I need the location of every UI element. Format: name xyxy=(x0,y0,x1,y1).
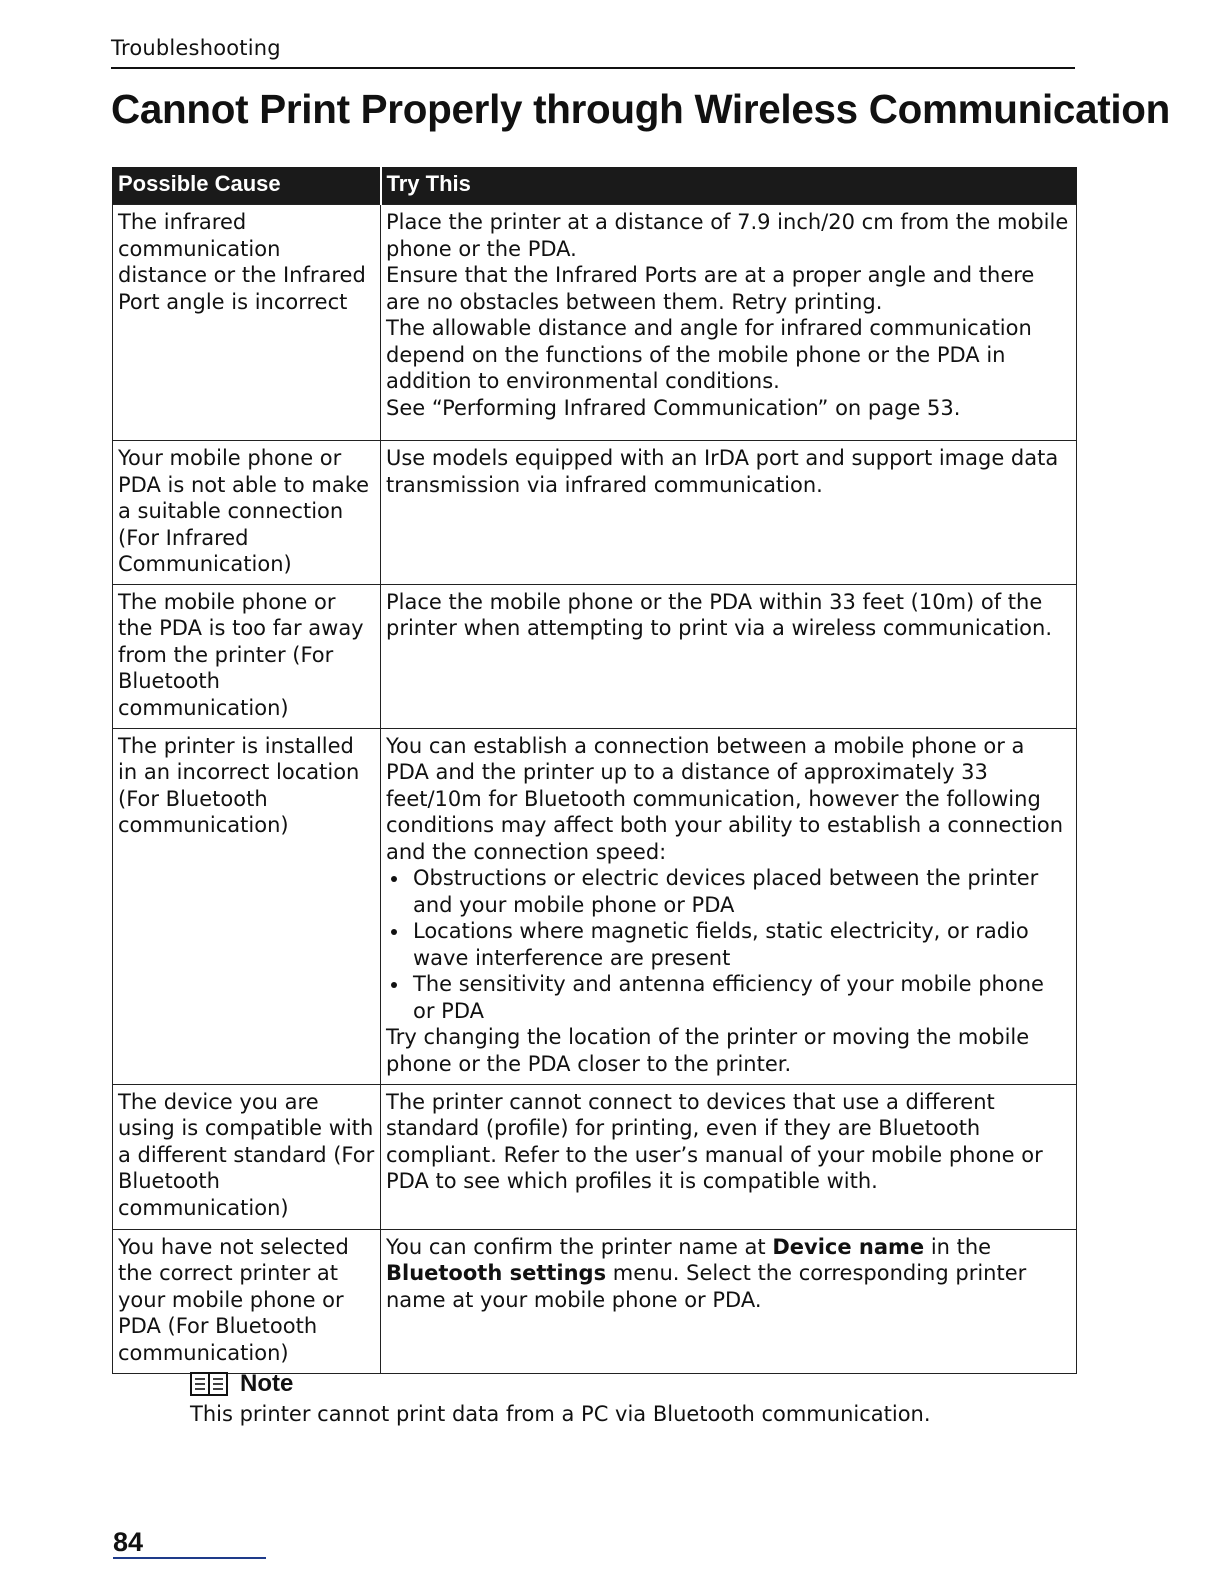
footer-rule xyxy=(113,1557,266,1559)
solution-cell xyxy=(381,1229,1077,1373)
solution-text-part: menu. Select the corresponding printer name at your mobile phone or PDA. xyxy=(386,1261,1027,1312)
solution-cell xyxy=(381,1084,1077,1229)
solution-text: Use models equipped with an IrDA port and support image data transmission via infrared communication. xyxy=(386,446,1059,497)
device-name-term: Device name xyxy=(772,1234,925,1259)
solution-text: The allowable distance and angle for infrared communication depend on the functions of the mobile phone or the PDA in addition to environmental conditions. xyxy=(386,316,1032,393)
solution-text: Try changing the location of the printer or moving the mobile phone or the PDA closer to the printer. xyxy=(386,1025,1030,1076)
table-row xyxy=(113,584,1077,728)
solution-text: Place the printer at a distance of 7.9 inch/20 cm from the mobile phone or the PDA. xyxy=(386,210,1069,261)
cause-cell: Your mobile phone or PDA is not able to make a suitable connection (For Infrared Communication) xyxy=(113,441,381,585)
solution-cell xyxy=(381,205,1077,441)
solution-cell xyxy=(381,584,1077,728)
table-header-row xyxy=(113,167,1077,205)
cause-cell: The mobile phone or the PDA is too far away from the printer (For Bluetooth communication) xyxy=(113,584,381,728)
solution-text-part: in the xyxy=(924,1234,992,1259)
solution-text: See “Performing Infrared Communication” on page 53. xyxy=(386,395,961,420)
page-number: 84 xyxy=(113,1527,144,1557)
cause-cell: The device you are using is compatible with a different standard (For Bluetooth communication) xyxy=(113,1084,381,1229)
note-label: Note xyxy=(240,1370,294,1397)
header-rule xyxy=(111,67,1075,69)
solution-text: You can establish a connection between a mobile phone or a PDA and the printer up to a distance of approximately 33 feet/10m for Bluetooth communication, however the following conditions may affect both your ability to establish a connection and the connection speed: xyxy=(386,733,1064,864)
table-row xyxy=(113,1229,1077,1373)
cause-cell: The infrared communication distance or the Infrared Port angle is incorrect xyxy=(113,205,381,441)
table-row xyxy=(113,1084,1077,1229)
condition-list xyxy=(386,865,1072,1024)
bluetooth-settings-term: Bluetooth settings xyxy=(386,1261,607,1285)
note-heading xyxy=(190,1369,931,1399)
cause-cell: The printer is installed in an incorrect location (For Bluetooth communication) xyxy=(113,728,381,1084)
note-text: This printer cannot print data from a PC via Bluetooth communication. xyxy=(190,1402,931,1426)
troubleshooting-table xyxy=(112,167,1077,1374)
list-item: Obstructions or electric devices placed between the printer and your mobile phone or PDA xyxy=(386,865,1072,918)
list-item: The sensitivity and antenna efficiency of your mobile phone or PDA xyxy=(386,971,1072,1024)
solution-text: Ensure that the Infrared Ports are at a proper angle and there are no obstacles between them. Retry printing. xyxy=(386,263,1035,314)
section-label: Troubleshooting xyxy=(111,36,281,60)
page-title: Cannot Print Properly through Wireless Communication xyxy=(111,86,1171,132)
note-book-icon xyxy=(190,1372,228,1396)
table-row xyxy=(113,205,1077,441)
cause-cell: You have not selected the correct printer at your mobile phone or PDA (For Bluetooth communication) xyxy=(113,1229,381,1373)
table-row xyxy=(113,728,1077,1084)
solution-text: The printer cannot connect to devices that use a different standard (profile) for printing, even if they are Bluetooth compliant. Refer to the user’s manual of your mobile phone or PDA to see which profiles it is compatible with. xyxy=(386,1089,1043,1193)
list-item: Locations where magnetic fields, static electricity, or radio wave interference are present xyxy=(386,918,1072,971)
column-header-try-this: Try This xyxy=(381,167,1077,205)
column-header-possible-cause: Possible Cause xyxy=(113,167,381,205)
solution-cell xyxy=(381,728,1077,1084)
solution-text: Place the mobile phone or the PDA within 33 feet (10m) of the printer when attempting to print via a wireless communication. xyxy=(386,589,1053,640)
note-box xyxy=(190,1369,931,1426)
solution-cell xyxy=(381,441,1077,585)
solution-text-part: You can confirm the printer name at xyxy=(386,1234,773,1259)
table-row xyxy=(113,441,1077,585)
